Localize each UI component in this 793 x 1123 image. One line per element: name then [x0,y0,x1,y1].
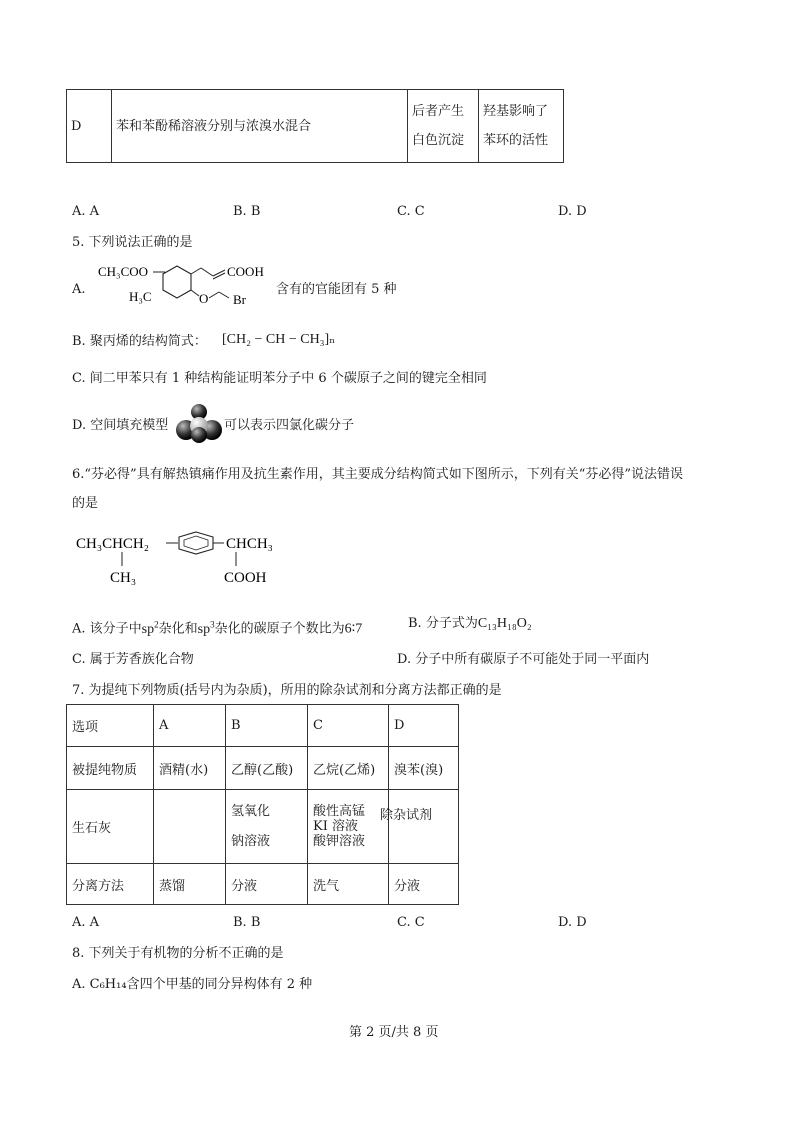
table-cell: 分液 [389,864,459,905]
header-cell: A [154,705,226,747]
table-row [67,90,564,163]
oxygen-label: O [199,291,209,306]
text-segment: 杂化和 [158,621,198,637]
table-header-row [67,705,459,747]
h3c-label: H₃C [129,289,152,304]
option-c[interactable]: C. C [397,204,425,219]
table-cell: 苯和苯酚稀溶液分别与浓溴水混合 [112,90,408,163]
cinnamate-structure [95,260,280,310]
option-d-text[interactable]: D. 空间填充模型 [72,418,169,433]
text-segment: B. 分子式为 [408,616,478,631]
cell-line: 酸性高锰 [313,804,366,819]
text-segment: A. 该分子中 [72,621,142,637]
table-cell: 乙醇(乙酸) [226,747,308,790]
polypropylene-formula: [CH₂ − CH − CH₃]ₙ [222,332,336,347]
cooh-label: COOH [227,264,264,279]
question-8-stem: 8. 下列关于有机物的分析不正确的是 [72,946,284,961]
cell-line: 除杂试剂 [380,808,433,823]
option-c-text[interactable]: C. 属于芳香族化合物 [72,652,194,667]
header-cell: B [226,705,308,747]
ibuprofen-structure [74,526,304,588]
option-a-label[interactable]: A. [72,282,86,297]
molecular-formula: C₁₃H₁₈O₂ [477,616,532,631]
table-cell: 酒精(水) [154,747,226,790]
table-cell: D [67,90,112,163]
table-row [67,864,459,905]
table-cell: 溴苯(溴) [389,747,459,790]
sp2-label: $sp^2$ [141,619,159,637]
option-a-text[interactable]: A. C₆H₁₄含四个甲基的同分异构体有 2 种 [72,977,313,992]
option-a-text[interactable] [72,615,362,639]
cell-line: KI 溶液 [313,819,358,834]
table-cell: 被提纯物质 [67,747,154,790]
purification-table [66,704,459,905]
option-b-text[interactable]: B. 聚丙烯的结构简式： [72,334,207,349]
table-cell: 分液 [226,864,308,905]
ch3coo-label: CH₃COO [98,264,149,279]
option-a[interactable]: A. A [72,204,100,219]
table-cell: 乙烷(乙烯) [308,747,389,790]
cell-line: 钠溶液 [231,833,271,849]
table-cell [308,790,389,864]
cell-line: 苯环的活性 [483,133,549,148]
propionic-label: CHCH₃ [226,536,273,552]
option-b[interactable]: B. B [233,915,261,930]
table-cell: 生石灰 [67,790,154,864]
question-5-stem: 5. 下列说法正确的是 [72,235,193,250]
table-cell [479,90,564,163]
header-cell: C [308,705,389,747]
text-segment: 杂化的碳原子个数比为 [214,621,345,637]
option-b-text[interactable] [408,615,532,633]
sp3-label: $sp^3$ [197,619,215,637]
cell-line: 酸钾溶液 [313,834,366,849]
methyl-label: CH₃ [110,570,137,586]
option-a[interactable]: A. A [72,915,100,930]
option-d-text[interactable]: D. 分子中所有碳原子不可能处于同一平面内 [397,652,650,667]
header-cell: D [389,705,459,747]
option-c[interactable]: C. C [397,915,425,930]
option-table-continued [66,89,564,163]
table-row [67,747,459,790]
option-d[interactable]: D. D [558,915,587,930]
table-cell: 分离方法 [67,864,154,905]
table-cell: 洗气 [308,864,389,905]
option-b[interactable]: B. B [233,204,261,219]
isobutyl-label: CH₃CHCH₂ [76,536,149,552]
cell-line: 后者产生 [412,104,465,119]
space-filling-model-image [176,402,222,444]
cell-line: 氢氧化 [231,803,271,819]
benzene-ring [163,266,191,298]
ratio-value: 6∶7 [344,621,363,637]
cooh-label: COOH [224,570,267,586]
question-7-stem: 7. 为提纯下列物质(括号内为杂质)，所用的除杂试剂和分离方法都正确的是 [72,683,502,698]
cell-line: 羟基影响了 [483,104,549,119]
question-6-stem-line1: 6.“芬必得”具有解热镇痛作用及抗生素作用，其主要成分结构简式如下图所示，下列有关“芬必得”说法错误 [72,467,683,482]
table-cell [380,790,459,864]
table-cell [408,90,479,163]
option-a-text: 含有的官能团有 5 种 [276,282,397,297]
question-6-stem-line2: 的是 [72,496,99,511]
option-d-text-end: 可以表示四氯化碳分子 [224,418,355,433]
table-cell [154,790,226,864]
table-cell [226,790,308,864]
table-row [67,790,459,864]
table-cell: 蒸馏 [154,864,226,905]
cell-line: 白色沉淀 [412,133,465,148]
option-d[interactable]: D. D [558,204,587,219]
option-c-text[interactable]: C. 间二甲苯只有 1 种结构能证明苯分子中 6 个碳原子之间的键完全相同 [72,371,487,386]
bromine-label: Br [233,292,246,307]
page-footer: 第 2 页/共 8 页 [349,1025,439,1040]
header-cell: 选项 [67,705,154,747]
